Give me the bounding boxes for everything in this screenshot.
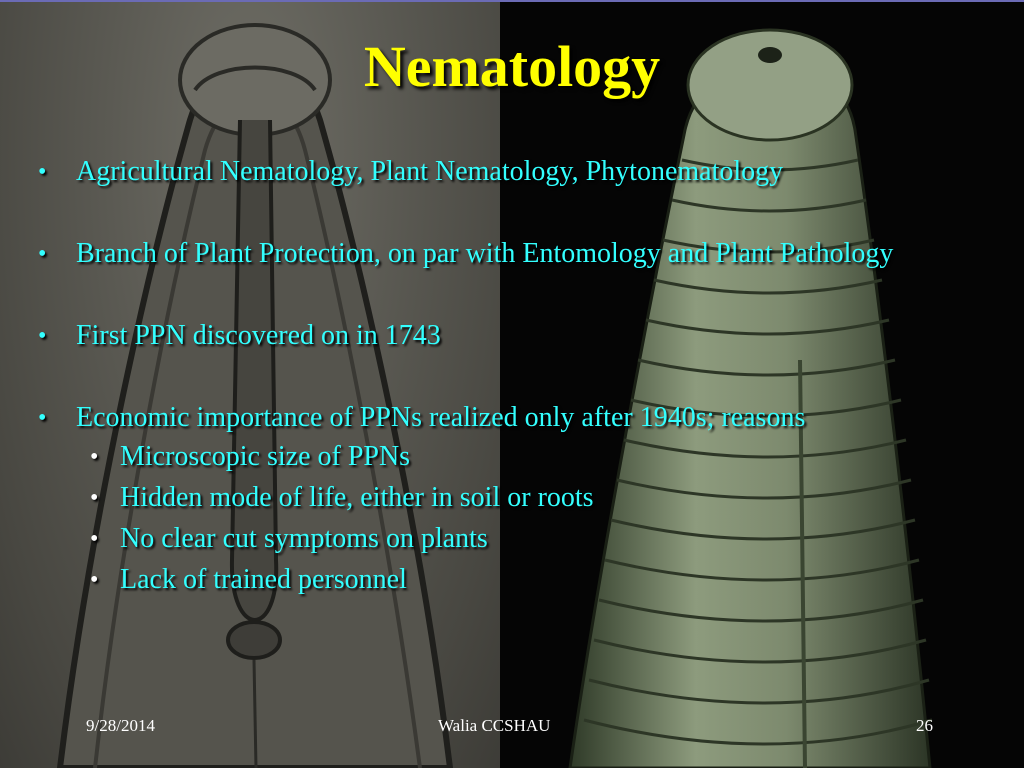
sub-bullet-item xyxy=(90,481,988,515)
bullet-item xyxy=(38,401,988,435)
sub-bullet-item xyxy=(90,522,988,556)
top-border xyxy=(0,0,1024,2)
footer-date: 9/28/2014 xyxy=(86,716,155,735)
sub-bullet-text: No clear cut symptoms on plants xyxy=(120,523,488,554)
sub-bullet-list xyxy=(38,440,988,597)
slide-title: Nematology xyxy=(363,34,661,99)
footer-author: Walia CCSHAU xyxy=(438,716,551,735)
bullet-text: Economic importance of PPNs realized only after 1940s; reasons xyxy=(76,402,806,433)
bullet-text: First PPN discovered on in 1743 xyxy=(76,320,441,351)
bullet-item xyxy=(38,237,988,271)
sub-bullet-marker: • xyxy=(90,567,99,593)
bullet-marker: • xyxy=(38,405,47,431)
bullet-item xyxy=(38,319,988,353)
sub-bullet-marker: • xyxy=(90,526,99,552)
bullet-text: Agricultural Nematology, Plant Nematology, Phytonematology xyxy=(76,156,784,187)
sub-bullet-text: Lack of trained personnel xyxy=(120,564,407,595)
bullet-marker: • xyxy=(38,323,47,349)
bullet-marker: • xyxy=(38,159,47,185)
slide-number: 26 xyxy=(916,716,933,735)
bullet-list xyxy=(38,155,988,604)
bullet-text: Branch of Plant Protection, on par with Entomology and Plant Pathology xyxy=(76,238,894,269)
sub-bullet-marker: • xyxy=(90,485,99,511)
bullet-item xyxy=(38,155,988,189)
sub-bullet-item xyxy=(90,563,988,597)
bullet-marker: • xyxy=(38,241,47,267)
sub-bullet-text: Hidden mode of life, either in soil or roots xyxy=(120,482,594,513)
sub-bullet-text: Microscopic size of PPNs xyxy=(120,441,411,472)
sub-bullet-marker: • xyxy=(90,444,99,470)
sub-bullet-item xyxy=(90,440,988,474)
